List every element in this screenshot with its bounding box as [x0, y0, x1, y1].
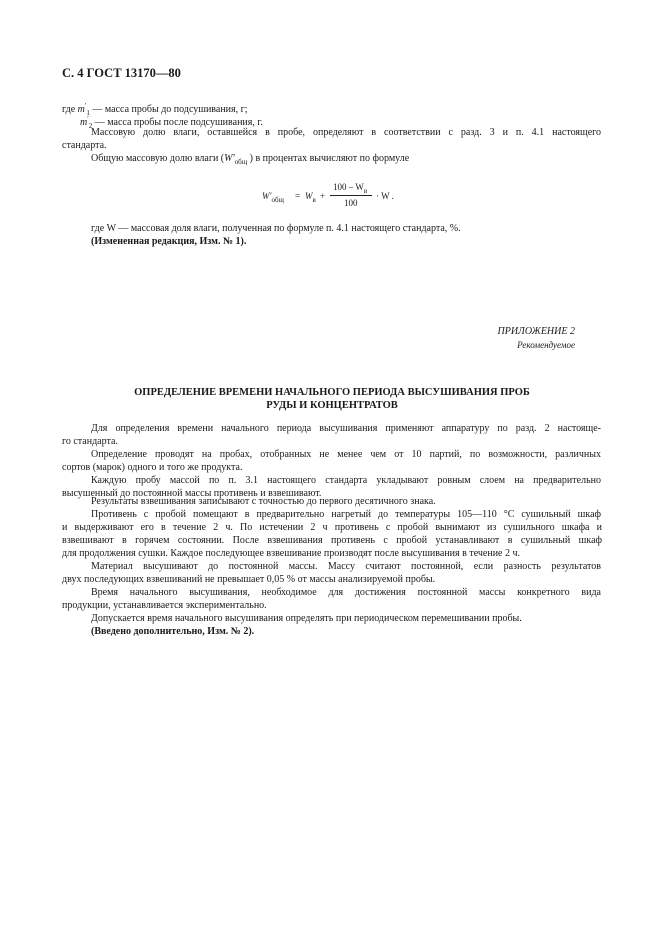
moisture-paragraph-line1: Массовую долю влаги, оставшейся в пробе, определяют в соответствии с разд. 3 и п. 4.1 настоящего: [91, 127, 601, 138]
appendix-subtitle: Рекомендуемое: [517, 340, 575, 350]
formula-lhs: $W'_{общ}$: [262, 191, 284, 204]
body-p6-l1: Материал высушивают до постоянной массы. Массу считают постоянной, если разность результатов: [91, 561, 601, 572]
body-p8-l1: Допускается время начального высушивания определять при периодическом перемешивании пробы.: [91, 613, 522, 624]
body-p7-l2: продукции, устанавливается экспериментально.: [62, 600, 267, 611]
w-definition: где W — массовая доля влаги, полученная по формуле п. 4.1 настоящего стандарта, %.: [91, 223, 461, 234]
section-title-line2: РУДЫ И КОНЦЕНТРАТОВ: [266, 400, 398, 411]
body-p4-l1: Результаты взвешивания записывают с точностью до первого десятичного знака.: [91, 496, 436, 507]
body-p2-l2: сортов (марок) одного и того же продукта.: [62, 462, 243, 473]
body-p1-l2: го стандарта.: [62, 436, 118, 447]
formula-numerator: $100 - W_в$: [333, 182, 368, 195]
edit-note-2: (Введено дополнительно, Изм. № 2).: [91, 626, 255, 637]
definition-m1: где $m'_1$ — масса пробы до подсушивания, г;: [62, 102, 248, 117]
formula-plus: +: [320, 191, 326, 201]
formula: [262, 182, 462, 212]
body-p5-l4: для продолжения сушки. Каждое последующее взвешивание производят после высушивания в течение 2 ч.: [62, 548, 521, 559]
body-p5-l2: и выдерживают его в течение 2 ч. По истечении 2 ч противень с пробой вынимают из сушильного шкафа и: [62, 522, 602, 533]
page-header: С. 4 ГОСТ 13170—80: [62, 66, 181, 80]
formula-denominator: 100: [344, 198, 358, 208]
body-p6-l2: двух последующих взвешиваний не превышает 0,05 % от массы анализируемой пробы.: [62, 574, 436, 585]
formula-term1: $W_в$: [305, 191, 316, 204]
total-moisture-intro: Общую массовую долю влаги ($W'_{общ}$ ) в процентах вычисляют по формуле: [91, 153, 410, 166]
body-p5-l3: взвешивают в горячем состоянии. После взвешивания противень с пробой устанавливают в сушильный шкаф: [62, 535, 602, 546]
body-p7-l1: Время начального высушивания, необходимое для достижения постоянной массы конкретного вида: [91, 587, 601, 598]
fraction-line: [330, 195, 372, 196]
body-p2-l1: Определение проводят на пробах, отобранных не менее чем от 10 партий, по возможности, различных: [91, 449, 601, 460]
definition-m2: $m'_2$ — масса пробы после подсушивания, г.: [80, 115, 263, 130]
formula-tail: · W .: [376, 191, 394, 201]
body-p3-l2: высушенный до постоянной массы противень и взвешивают.: [62, 488, 322, 499]
appendix-title: ПРИЛОЖЕНИЕ 2: [497, 326, 575, 337]
body-p3-l1: Каждую пробу массой по п. 3.1 настоящего стандарта укладывают ровным слоем на предварительно: [91, 475, 601, 486]
formula-equals: =: [295, 191, 301, 201]
moisture-paragraph-line2: стандарта.: [62, 140, 107, 151]
edit-note-1: (Измененная редакция, Изм. № 1).: [91, 236, 247, 247]
body-p1-l1: Для определения времени начального периода высушивания применяют аппаратуру по разд. 2 настояще-: [91, 423, 601, 434]
body-p5-l1: Противень с пробой помещают в предварительно нагретый до температуры 105—110 °С сушильный шкаф: [91, 509, 601, 520]
section-title-line1: ОПРЕДЕЛЕНИЕ ВРЕМЕНИ НАЧАЛЬНОГО ПЕРИОДА ВЫСУШИВАНИЯ ПРОБ: [134, 387, 530, 398]
